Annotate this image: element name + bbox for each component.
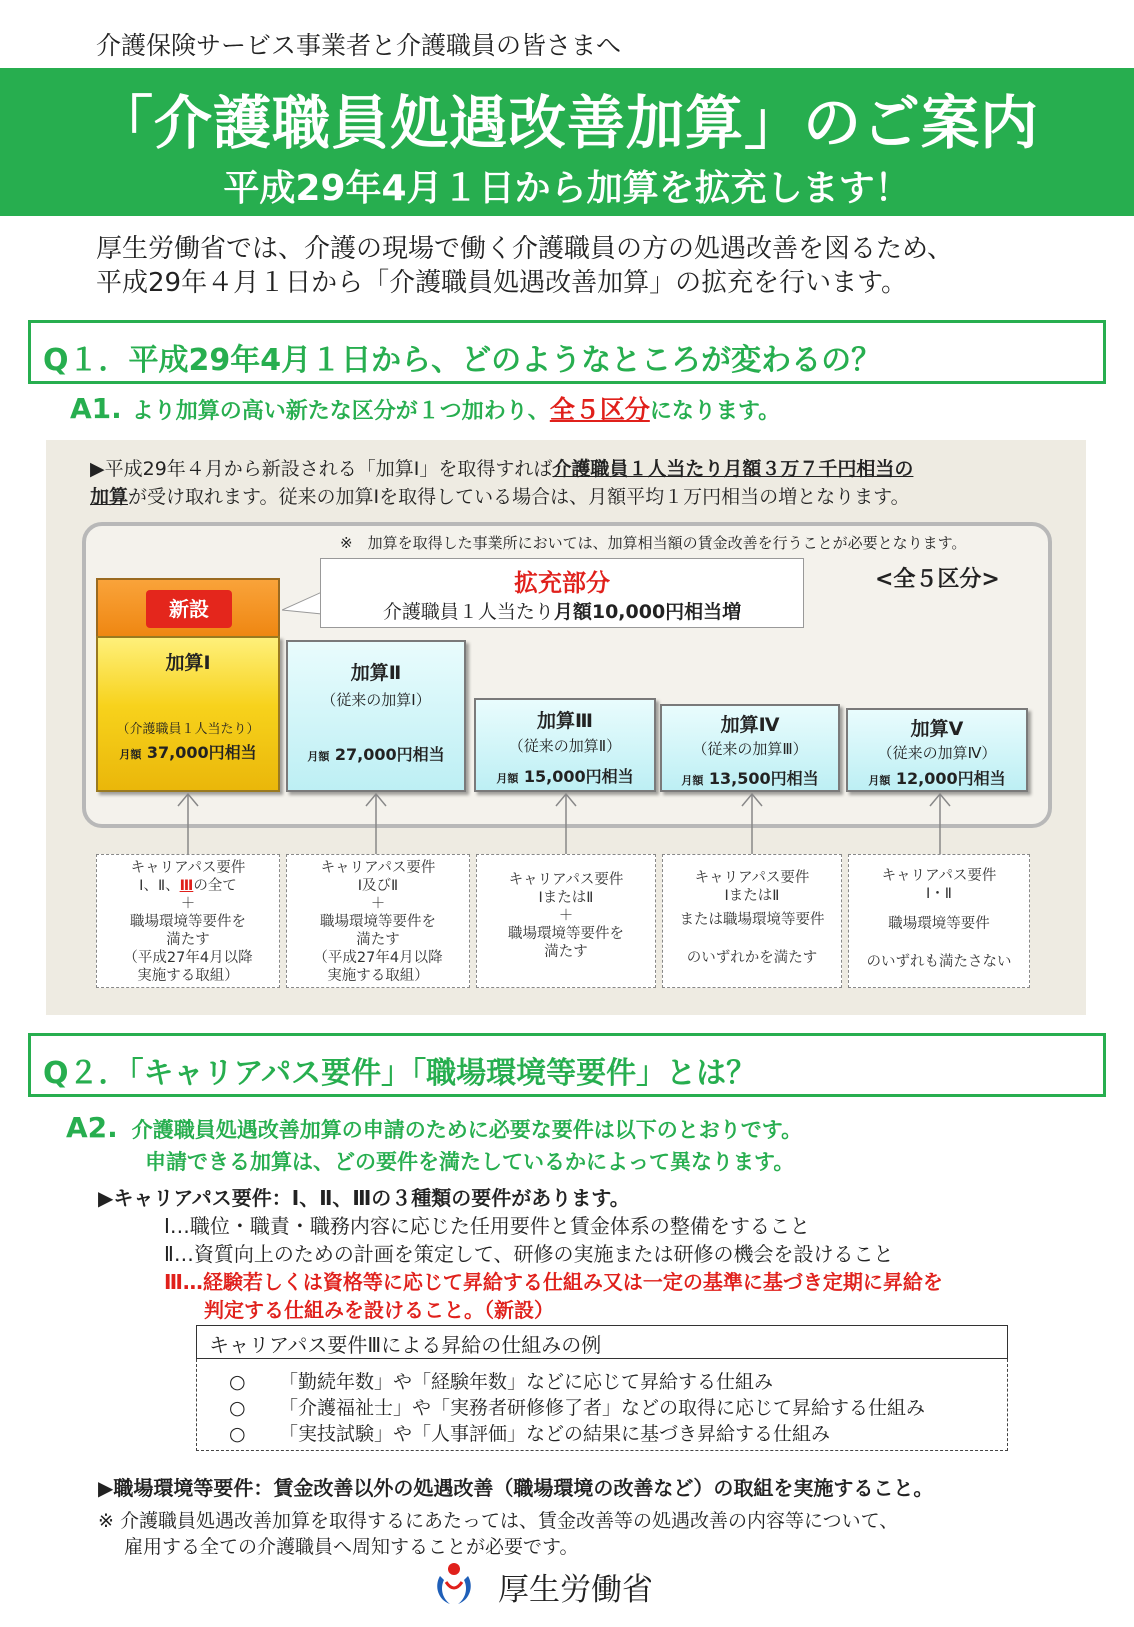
- tier-1-amount-prefix: 月額: [119, 748, 142, 761]
- a1-answer: [70, 390, 780, 426]
- req-5-line: キャリアパス要件: [881, 868, 997, 884]
- req-box-tier-4: [662, 854, 842, 988]
- panel-line-2-bold: 加算: [90, 486, 129, 508]
- a1-label: A1.: [70, 392, 122, 425]
- q2-question: Q２．「キャリアパス要件」「職場環境等要件」とは？: [43, 1056, 757, 1091]
- tier-5-amount: [848, 766, 1026, 789]
- req-1-line: キャリアパス要件: [130, 860, 246, 876]
- workplace-requirement: ▶職場環境等要件：賃金改善以外の処遇改善（職場環境の改善など）の取組を実施すること。: [98, 1476, 934, 1500]
- req-2-line: 満たす: [356, 932, 400, 948]
- expansion-callout: [320, 558, 804, 628]
- tier-5-title: 加算Ⅴ: [910, 718, 964, 740]
- example-item: [229, 1367, 773, 1394]
- req-5-line: のいずれも満たさない: [866, 954, 1012, 970]
- panel-line-1: [90, 454, 913, 481]
- intro-line-1: 厚生労働省では、介護の現場で働く介護職員の方の処遇改善を図るため、: [96, 234, 953, 264]
- tier-1-amount-value: 37,000円相当: [146, 743, 257, 762]
- page-title: 「介護職員処遇改善加算」のご案内: [94, 89, 1039, 157]
- panel-line-1-bold: 介護職員１人当たり月額３万７千円相当の: [552, 458, 914, 480]
- req-1-part: の全て: [193, 878, 237, 894]
- req-5-line: Ⅰ・Ⅱ: [926, 886, 952, 902]
- tier-5-amount-value: 12,000円相当: [895, 769, 1006, 788]
- tier-5-sub: （従来の加算Ⅳ）: [877, 744, 997, 762]
- ministry-name: 厚生労働省: [498, 1572, 653, 1608]
- tier-4-bar: [660, 704, 840, 792]
- req-box-tier-1: [96, 854, 280, 988]
- req-4-line: または職場環境等要件: [679, 912, 825, 928]
- tier-5-bar: [846, 708, 1028, 792]
- tier-3-bar: [474, 698, 656, 792]
- career-path-2: Ⅱ…資質向上のための計画を策定して、研修の実施または研修の機会を設けること: [164, 1242, 894, 1266]
- up-arrow-icon: [364, 792, 388, 854]
- page-subtitle: 平成29年4月１日から加算を拡充します！: [223, 168, 911, 209]
- a1-text-post: になります。: [649, 399, 781, 424]
- req-5-line: 職場環境等要件: [888, 916, 990, 932]
- circle-bullet-icon: ○: [229, 1397, 246, 1419]
- req-box-tier-2: [286, 854, 470, 988]
- req-1-line: 職場環境等要件を: [130, 914, 246, 930]
- tier-3-amount: [476, 764, 654, 787]
- a2-line-2: 申請できる加算は、どの要件を満たしているかによって異なります。: [145, 1150, 795, 1174]
- example-box: [196, 1359, 1008, 1451]
- req-4-line: ⅠまたはⅡ: [724, 888, 780, 904]
- footnote-line-2: 雇用する全ての介護職員へ周知することが必要です。: [124, 1536, 579, 1558]
- req-1-line: 実施する取組）: [137, 968, 239, 984]
- req-1-line: （平成27年4月以降: [123, 950, 253, 966]
- a2-line-1: [66, 1112, 802, 1146]
- tier-4-amount-prefix: 月額: [681, 774, 704, 787]
- ministry-logo-icon: [430, 1560, 478, 1608]
- tier-2-amount-value: 27,000円相当: [334, 745, 445, 764]
- career-path-1: Ⅰ…職位・職責・職務内容に応じた任用要件と賃金体系の整備をすること: [164, 1214, 810, 1238]
- req-3-line: キャリアパス要件: [508, 872, 624, 888]
- a1-text-red: 全５区分: [549, 395, 650, 424]
- up-arrow-icon: [176, 792, 200, 854]
- wage-note: ※ 加算を取得した事業所においては、加算相当額の賃金改善を行うことが必要となります。: [340, 534, 967, 552]
- req-1-line: [97, 877, 279, 895]
- title-banner: [0, 68, 1134, 216]
- tier-2-title: 加算Ⅱ: [350, 662, 402, 684]
- req-3-line: 満たす: [544, 944, 588, 960]
- up-arrow-icon: [554, 792, 578, 854]
- all-five-label: <全５区分>: [875, 567, 1000, 592]
- example-item: [229, 1393, 925, 1420]
- req-2-line: キャリアパス要件: [320, 860, 436, 876]
- up-arrow-icon: [928, 792, 952, 854]
- footnote-line-1: ※ 介護職員処遇改善加算を取得するにあたっては、賃金改善等の処遇改善の内容等について、: [98, 1510, 899, 1532]
- req-box-tier-5: [848, 854, 1030, 988]
- req-1-line: 満たす: [166, 932, 210, 948]
- req-1-part: Ⅰ、Ⅱ、: [139, 878, 180, 894]
- callout-title: 拡充部分: [514, 569, 610, 597]
- tier-3-title: 加算Ⅲ: [537, 710, 593, 732]
- q1-box: [28, 320, 1106, 384]
- example-text: 「実技試験」や「人事評価」などの結果に基づき昇給する仕組み: [279, 1423, 831, 1445]
- tier-2-sub: （従来の加算Ⅰ）: [321, 691, 431, 709]
- tier-1-amount: [98, 740, 278, 763]
- new-badge: 新設: [146, 590, 232, 628]
- tier-3-sub: （従来の加算Ⅱ）: [508, 737, 622, 755]
- req-box-tier-3: [476, 854, 656, 988]
- tier-3-amount-prefix: 月額: [496, 772, 519, 785]
- circle-bullet-icon: ○: [229, 1371, 246, 1393]
- panel-line-2-post: が受け取れます。従来の加算Ⅰを取得している場合は、月額平均１万円相当の増となります。: [128, 486, 910, 508]
- req-2-line: Ⅰ及びⅡ: [357, 878, 399, 894]
- tier-1-title: 加算Ⅰ: [165, 652, 211, 674]
- example-text: 「介護福祉士」や「実務者研修修了者」などの取得に応じて昇給する仕組み: [279, 1397, 926, 1419]
- req-1-part-red: Ⅲ: [179, 878, 194, 894]
- career-path-3b: 判定する仕組みを設けること。（新設）: [204, 1298, 554, 1322]
- req-2-line: ＋: [370, 896, 386, 912]
- intro-line-2: 平成29年４月１日から「介護職員処遇改善加算」の拡充を行います。: [96, 268, 908, 298]
- callout-text-pre: 介護職員１人当たり: [382, 601, 554, 623]
- a1-text-pre: より加算の高い新たな区分が１つ加わり、: [131, 399, 550, 424]
- req-2-line: （平成27年4月以降: [313, 950, 443, 966]
- example-text: 「勤続年数」や「経験年数」などに応じて昇給する仕組み: [279, 1371, 774, 1393]
- tier-2-amount: [288, 742, 464, 765]
- req-2-line: 職場環境等要件を: [320, 914, 436, 930]
- tier-1-sub: （介護職員１人当たり）: [116, 722, 260, 737]
- up-arrow-icon: [740, 792, 764, 854]
- tier-3-amount-value: 15,000円相当: [523, 767, 634, 786]
- q2-box: [28, 1033, 1106, 1097]
- tier-4-sub: （従来の加算Ⅲ）: [692, 740, 808, 758]
- tier-1-bar: [96, 636, 280, 792]
- tier-2-bar: [286, 640, 466, 792]
- audience-line: 介護保険サービス事業者と介護職員の皆さまへ: [96, 31, 622, 60]
- req-4-line: キャリアパス要件: [694, 870, 810, 886]
- tier-4-title: 加算Ⅳ: [720, 714, 780, 736]
- a2-answer: [66, 1112, 802, 1178]
- callout-text-bold: 月額10,000円相当増: [553, 601, 742, 623]
- a2-text-1: 介護職員処遇改善加算の申請のために必要な要件は以下のとおりです。: [131, 1118, 803, 1142]
- req-4-line: のいずれかを満たす: [686, 950, 818, 966]
- callout-tail: [282, 588, 322, 618]
- req-3-line: 職場環境等要件を: [508, 926, 624, 942]
- req-1-line: ＋: [180, 896, 196, 912]
- callout-text: [321, 597, 803, 624]
- example-item: [229, 1419, 830, 1446]
- req-3-line: ＋: [558, 908, 574, 924]
- panel-line-1-pre: ▶平成29年４月から新設される「加算Ⅰ」を取得すれば: [90, 458, 553, 480]
- panel-line-2: [90, 482, 910, 509]
- req-2-line: 実施する取組）: [327, 968, 429, 984]
- a2-label: A2.: [66, 1111, 118, 1144]
- q1-question: Q１．平成29年4月１日から、どのようなところが変わるの？: [43, 343, 882, 378]
- tier-5-amount-prefix: 月額: [868, 774, 891, 787]
- career-path-heading: ▶キャリアパス要件：Ⅰ、Ⅱ、Ⅲの３種類の要件があります。: [98, 1186, 630, 1210]
- example-heading: キャリアパス要件Ⅲによる昇給の仕組みの例: [196, 1325, 1008, 1359]
- req-3-line: ⅠまたはⅡ: [538, 890, 594, 906]
- tier-4-amount: [662, 766, 838, 789]
- tier-4-amount-value: 13,500円相当: [708, 769, 819, 788]
- circle-bullet-icon: ○: [229, 1423, 246, 1445]
- tier-2-amount-prefix: 月額: [307, 750, 330, 763]
- career-path-3a: Ⅲ…経験若しくは資格等に応じて昇給する仕組み又は一定の基準に基づき定期に昇給を: [164, 1270, 943, 1294]
